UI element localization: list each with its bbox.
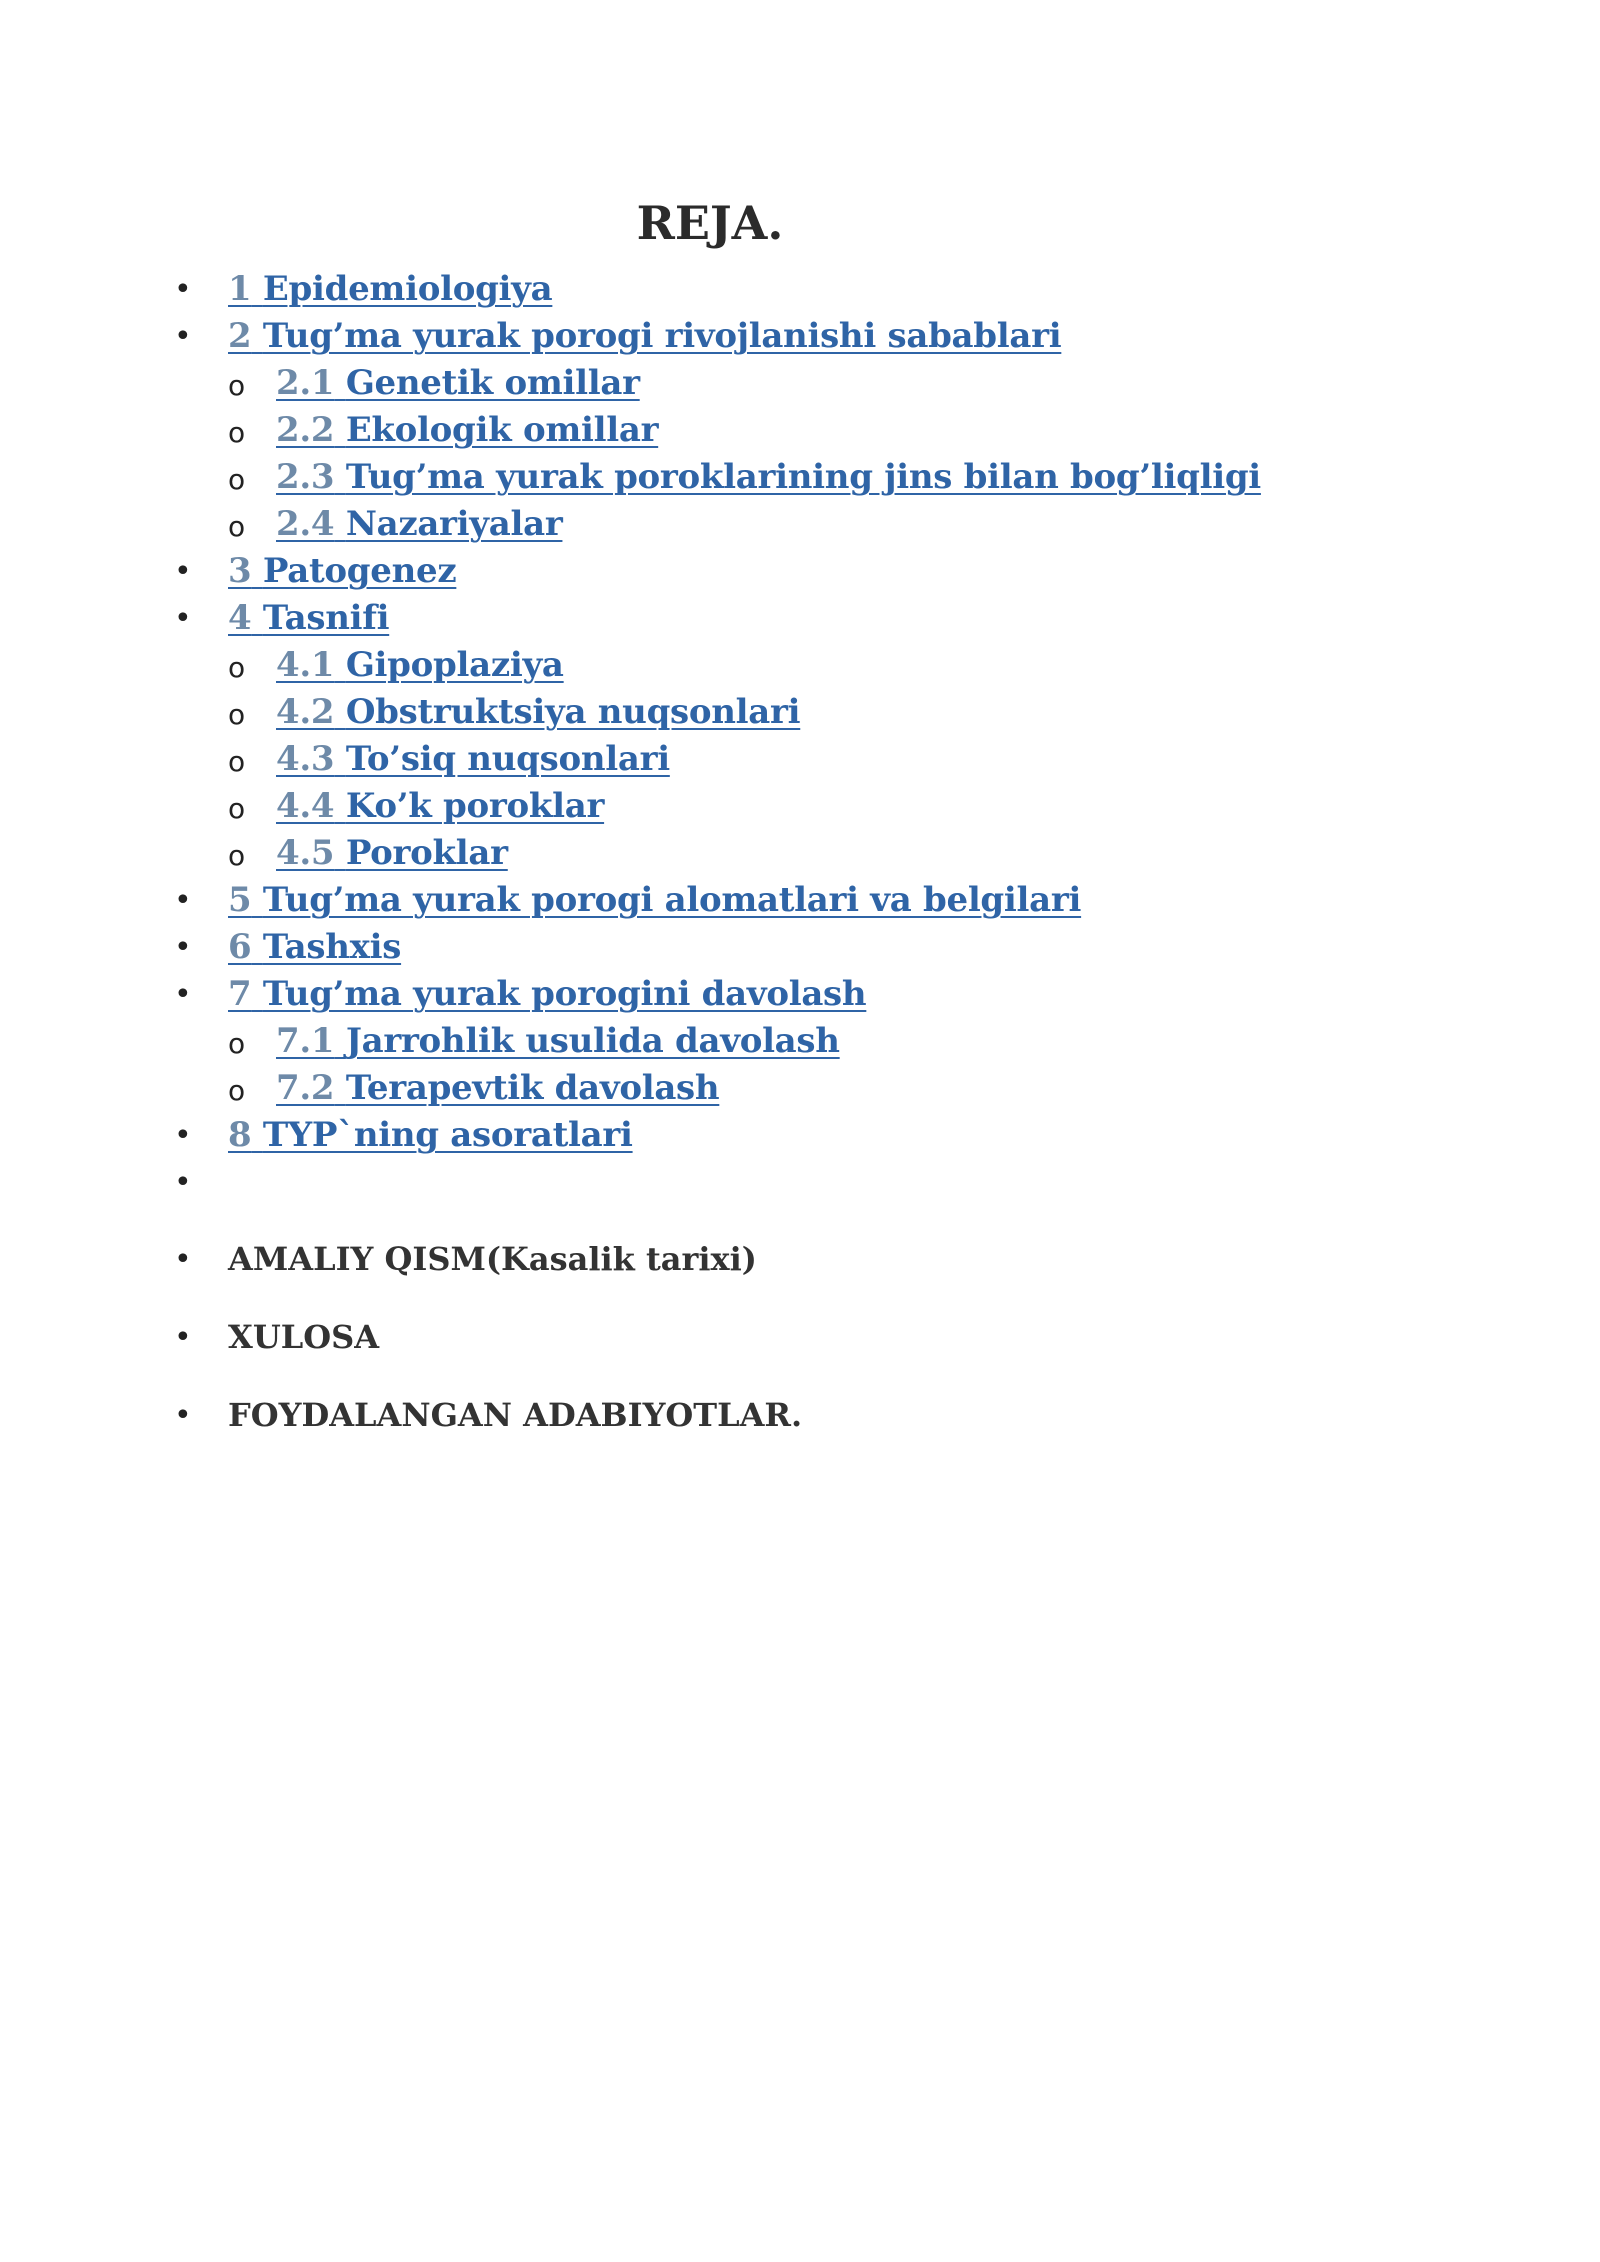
toc-subitem	[0, 360, 1600, 407]
bullet-marker: •	[174, 319, 192, 354]
toc-subitem	[0, 830, 1600, 877]
toc-text: Genetik omillar	[345, 363, 640, 403]
toc-item	[0, 924, 1600, 971]
toc-item	[0, 877, 1600, 924]
toc-number: 4.1	[276, 645, 335, 685]
circle-marker: o	[228, 839, 246, 872]
toc-text: Tashxis	[262, 927, 402, 967]
toc-link-epidemiologiya[interactable]	[228, 266, 552, 313]
page-title: REJA.	[636, 196, 784, 250]
toc-subitem	[0, 407, 1600, 454]
circle-marker: o	[228, 651, 246, 684]
toc-link-tosiq[interactable]	[276, 736, 670, 783]
bullet-marker: •	[174, 1398, 192, 1433]
toc-number: 2.1	[276, 363, 335, 403]
bullet-marker: •	[174, 554, 192, 589]
toc-link-asoratlari[interactable]	[228, 1112, 633, 1159]
toc-item	[0, 971, 1600, 1018]
toc-text: Nazariyalar	[345, 504, 563, 544]
toc-number: 4.3	[276, 739, 335, 779]
circle-marker: o	[228, 416, 246, 449]
toc-number: 1	[228, 269, 252, 309]
toc-link-tasnifi[interactable]	[228, 595, 389, 642]
toc-subitem	[0, 642, 1600, 689]
bullet-marker: •	[174, 977, 192, 1012]
xulosa-label: XULOSA	[228, 1318, 380, 1356]
toc-number: 4.4	[276, 786, 335, 826]
circle-marker: o	[228, 1074, 246, 1107]
toc-number: 2.4	[276, 504, 335, 544]
toc-item	[0, 548, 1600, 595]
toc-item	[0, 313, 1600, 360]
toc-text: Jarrohlik usulida davolash	[345, 1021, 840, 1061]
toc-number: 4	[228, 598, 252, 638]
toc-link-terapevtik[interactable]	[276, 1065, 719, 1112]
toc-link-jins-bilan[interactable]	[276, 454, 1261, 501]
toc-text: Tug’ma yurak porogi alomatlari va belgilari	[262, 880, 1082, 920]
extra-item	[0, 1236, 1600, 1314]
toc-number: 4.5	[276, 833, 335, 873]
adabiyotlar-label: FOYDALANGAN ADABIYOTLAR.	[228, 1396, 803, 1434]
extra-item	[0, 1392, 1600, 1470]
toc-number: 6	[228, 927, 252, 967]
toc-link-davolash[interactable]	[228, 971, 866, 1018]
toc-text: Terapevtik davolash	[345, 1068, 720, 1108]
toc-subitem	[0, 454, 1600, 501]
circle-marker: o	[228, 745, 246, 778]
empty-list-item	[0, 1159, 1600, 1206]
toc-text: Epidemiologiya	[262, 269, 553, 309]
toc-text: TYP`ning asoratlari	[262, 1115, 633, 1155]
toc-subitem	[0, 501, 1600, 548]
toc-link-obstruktsiya[interactable]	[276, 689, 800, 736]
toc-number: 5	[228, 880, 252, 920]
extra-item	[0, 1314, 1600, 1392]
toc-subitem	[0, 1018, 1600, 1065]
toc-text: Ekologik omillar	[345, 410, 659, 450]
bullet-marker: •	[174, 272, 192, 307]
toc-link-sabablari[interactable]	[228, 313, 1061, 360]
circle-marker: o	[228, 1027, 246, 1060]
circle-marker: o	[228, 463, 246, 496]
toc-link-genetik-omillar[interactable]	[276, 360, 640, 407]
toc-number: 2	[228, 316, 252, 356]
amaliy-qism-label: AMALIY QISM(Kasalik tarixi)	[228, 1240, 757, 1278]
toc-number: 2.2	[276, 410, 335, 450]
circle-marker: o	[228, 792, 246, 825]
toc-item	[0, 1112, 1600, 1159]
toc-text: Poroklar	[345, 833, 508, 873]
toc-subitem	[0, 736, 1600, 783]
bullet-marker: •	[174, 1320, 192, 1355]
toc-text: Tasnifi	[262, 598, 390, 638]
bullet-marker: •	[174, 883, 192, 918]
toc-link-nazariyalar[interactable]	[276, 501, 562, 548]
toc-link-jarrohlik[interactable]	[276, 1018, 840, 1065]
circle-marker: o	[228, 510, 246, 543]
toc-link-tashxis[interactable]	[228, 924, 401, 971]
toc-number: 8	[228, 1115, 252, 1155]
bullet-marker: •	[174, 1165, 192, 1200]
bullet-marker: •	[174, 930, 192, 965]
toc-text: To’siq nuqsonlari	[345, 739, 670, 779]
toc-number: 7	[228, 974, 252, 1014]
toc-number: 2.3	[276, 457, 335, 497]
bullet-marker: •	[174, 1118, 192, 1153]
toc-text: Obstruktsiya nuqsonlari	[345, 692, 801, 732]
spacer	[0, 1206, 1600, 1236]
toc-text: Gipoplaziya	[345, 645, 564, 685]
toc-link-gipoplaziya[interactable]	[276, 642, 564, 689]
toc-number: 7.2	[276, 1068, 335, 1108]
toc-link-ekologik-omillar[interactable]	[276, 407, 658, 454]
toc-text: Tug’ma yurak porogini davolash	[262, 974, 867, 1014]
bullet-marker: •	[174, 601, 192, 636]
toc-subitem	[0, 689, 1600, 736]
toc-number: 4.2	[276, 692, 335, 732]
toc-text: Tug’ma yurak porogi rivojlanishi sabablari	[262, 316, 1062, 356]
table-of-contents	[0, 266, 1600, 1470]
toc-item	[0, 266, 1600, 313]
toc-item	[0, 595, 1600, 642]
toc-number: 7.1	[276, 1021, 335, 1061]
circle-marker: o	[228, 369, 246, 402]
circle-marker: o	[228, 698, 246, 731]
toc-subitem	[0, 783, 1600, 830]
toc-subitem	[0, 1065, 1600, 1112]
toc-number: 3	[228, 551, 252, 591]
toc-text: Tug’ma yurak poroklarining jins bilan bog’liqligi	[345, 457, 1261, 497]
toc-link-patogenez[interactable]	[228, 548, 456, 595]
toc-link-poroklar[interactable]	[276, 830, 508, 877]
toc-text: Patogenez	[262, 551, 457, 591]
toc-link-kok-poroklar[interactable]	[276, 783, 604, 830]
bullet-marker: •	[174, 1242, 192, 1277]
toc-link-alomatlari[interactable]	[228, 877, 1081, 924]
toc-text: Ko’k poroklar	[345, 786, 605, 826]
